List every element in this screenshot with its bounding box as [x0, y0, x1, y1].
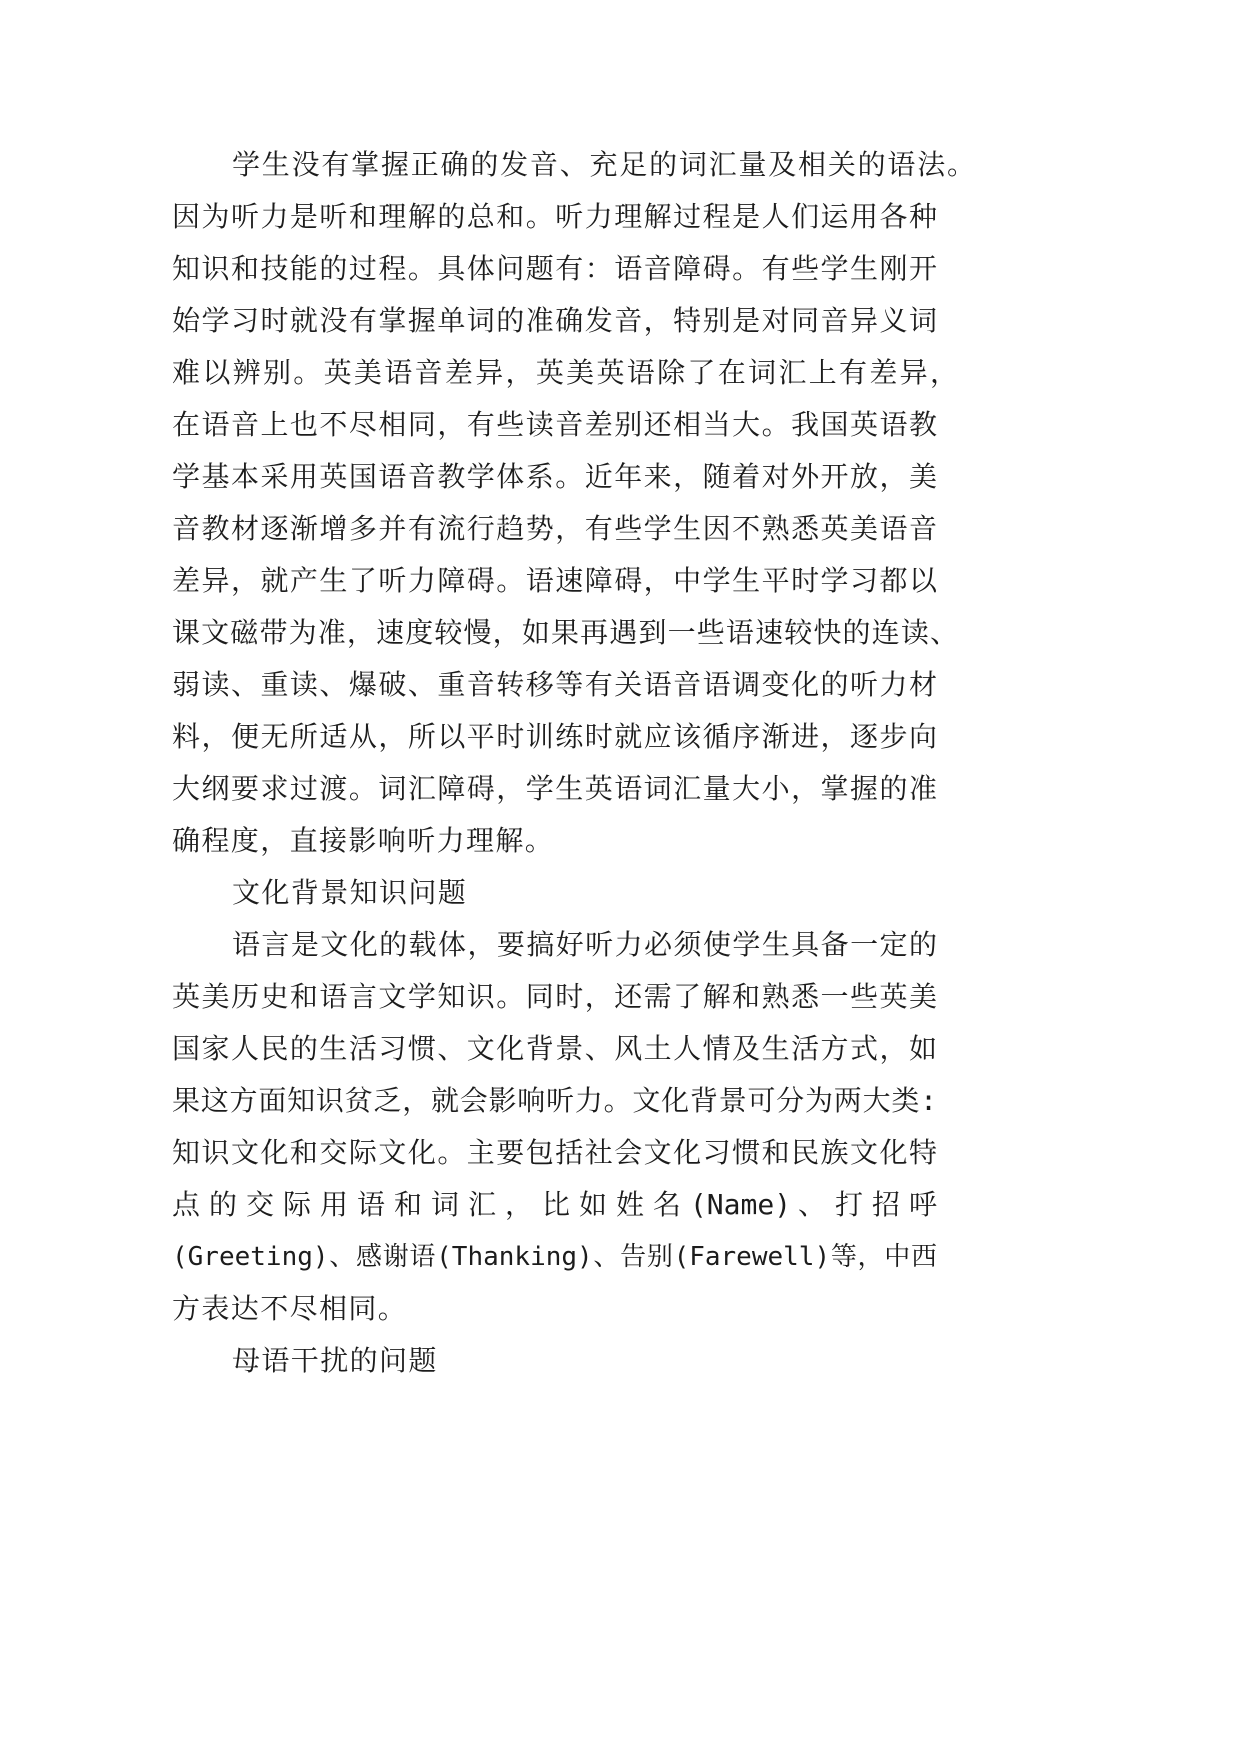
text-line: 点 的 交 际 用 语 和 词 汇 ， 比 如 姓 名 (Name) 、 打 招 呼 — [172, 1188, 937, 1221]
text-line: 大纲要求过渡。词汇障碍，学生英语词汇量大小，掌握的准 — [172, 772, 937, 805]
paragraph-2 — [172, 919, 937, 1335]
document-body — [172, 139, 975, 1387]
text-line: (Greeting)、感谢语(Thanking)、告别(Farewell)等，中西 — [172, 1242, 937, 1272]
text-line: 方表达不尽相同。 — [172, 1292, 408, 1325]
section-heading: 母语干扰的问题 — [232, 1344, 438, 1377]
section-heading: 文化背景知识问题 — [232, 876, 468, 909]
text-line: 弱读、重读、爆破、重音转移等有关语音语调变化的听力材 — [172, 668, 937, 701]
text-line: 知识和技能的过程。具体问题有：语音障碍。有些学生刚开 — [172, 252, 937, 285]
text-line: 差异，就产生了听力障碍。语速障碍，中学生平时学习都以 — [172, 564, 937, 597]
text-line: 知识文化和交际文化。主要包括社会文化习惯和民族文化特 — [172, 1136, 937, 1169]
text-line: 难以辨别。英美语音差异，英美英语除了在词汇上有差异， — [172, 356, 958, 389]
text-line: 确程度，直接影响听力理解。 — [172, 824, 555, 857]
text-line: 音教材逐渐增多并有流行趋势，有些学生因不熟悉英美语音 — [172, 512, 937, 545]
text-line: 在语音上也不尽相同，有些读音差别还相当大。我国英语教 — [172, 408, 937, 441]
text-line: 料，便无所适从，所以平时训练时就应该循序渐进，逐步向 — [172, 720, 937, 753]
paragraph-1 — [172, 139, 975, 867]
text-line: 课文磁带为准，速度较慢，如果再遇到一些语速较快的连读、 — [172, 616, 958, 649]
text-line: 学生没有掌握正确的发音、充足的词汇量及相关的语法。 — [232, 148, 975, 181]
text-line: 因为听力是听和理解的总和。听力理解过程是人们运用各种 — [172, 200, 937, 233]
text-line: 国家人民的生活习惯、文化背景、风土人情及生活方式，如 — [172, 1032, 937, 1065]
text-line: 语言是文化的载体，要搞好听力必须使学生具备一定的 — [232, 928, 937, 961]
text-line: 始学习时就没有掌握单词的准确发音，特别是对同音异义词 — [172, 304, 937, 337]
text-line: 果这方面知识贫乏，就会影响听力。文化背景可分为两大类: — [172, 1084, 937, 1117]
text-line: 学基本采用英国语音教学体系。近年来，随着对外开放，美 — [172, 460, 937, 493]
text-line: 英美历史和语言文学知识。同时，还需了解和熟悉一些英美 — [172, 980, 937, 1013]
